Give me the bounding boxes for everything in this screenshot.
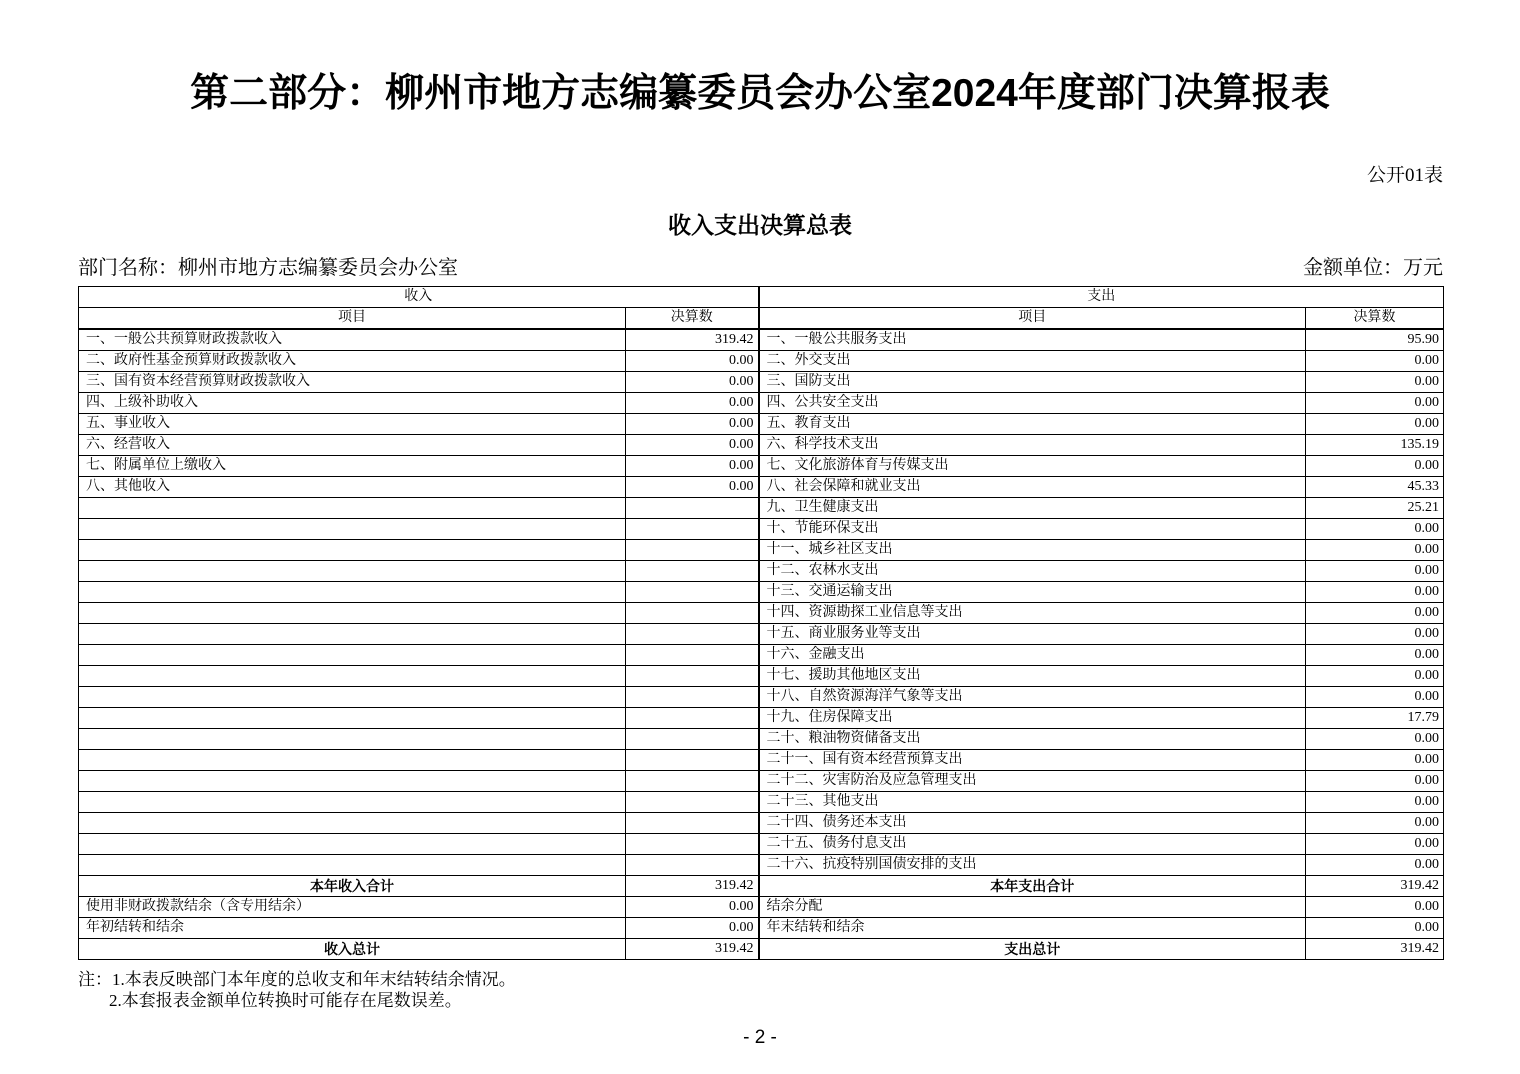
income-item-amount: 0.00 <box>626 456 759 477</box>
expense-summary-label: 支出总计 <box>759 939 1306 960</box>
income-summary-label: 年初结转和结余 <box>79 918 626 939</box>
income-item-label: 四、上级补助收入 <box>79 393 626 414</box>
expense-amount-column-header: 决算数 <box>1306 308 1444 330</box>
expense-item-label: 十四、资源勘探工业信息等支出 <box>759 603 1306 624</box>
income-summary-amount: 319.42 <box>626 939 759 960</box>
income-item-label <box>79 813 626 834</box>
table-row <box>79 687 1444 708</box>
expense-item-amount: 135.19 <box>1306 435 1444 456</box>
table-notes <box>78 969 516 1011</box>
expense-item-amount: 0.00 <box>1306 687 1444 708</box>
expense-item-amount: 0.00 <box>1306 561 1444 582</box>
income-item-amount <box>626 540 759 561</box>
table-row <box>79 329 1444 351</box>
expense-summary-amount: 0.00 <box>1306 918 1444 939</box>
expense-item-label: 二十五、债务付息支出 <box>759 834 1306 855</box>
table-row <box>79 729 1444 750</box>
expense-item-amount: 0.00 <box>1306 666 1444 687</box>
income-summary-label: 本年收入合计 <box>79 876 626 897</box>
income-item-label <box>79 561 626 582</box>
table-row <box>79 855 1444 876</box>
expense-item-label: 六、科学技术支出 <box>759 435 1306 456</box>
expense-section-header: 支出 <box>759 287 1444 308</box>
income-item-label: 六、经营收入 <box>79 435 626 456</box>
expense-item-label: 一、一般公共服务支出 <box>759 329 1306 351</box>
income-item-amount <box>626 729 759 750</box>
table-row <box>79 645 1444 666</box>
income-item-amount <box>626 561 759 582</box>
income-section-header: 收入 <box>79 287 759 308</box>
expense-item-amount: 0.00 <box>1306 456 1444 477</box>
department-name: 部门名称：柳州市地方志编纂委员会办公室 <box>78 257 458 279</box>
expense-item-label: 十九、住房保障支出 <box>759 708 1306 729</box>
income-item-amount: 0.00 <box>626 372 759 393</box>
table-row <box>79 708 1444 729</box>
expense-item-label: 二十二、灾害防治及应急管理支出 <box>759 771 1306 792</box>
expense-item-label: 二、外交支出 <box>759 351 1306 372</box>
income-summary-label: 使用非财政拨款结余（含专用结余） <box>79 897 626 918</box>
table-row <box>79 624 1444 645</box>
income-item-label: 八、其他收入 <box>79 477 626 498</box>
income-item-label <box>79 708 626 729</box>
expense-item-label: 二十、粮油物资储备支出 <box>759 729 1306 750</box>
expense-item-amount: 0.00 <box>1306 393 1444 414</box>
income-item-amount <box>626 855 759 876</box>
unit-label: 金额单位：万元 <box>1303 257 1443 279</box>
page-number: - 2 - <box>743 1027 777 1048</box>
income-item-amount <box>626 834 759 855</box>
section-header-row <box>79 287 1444 308</box>
table-row <box>79 498 1444 519</box>
income-item-amount: 0.00 <box>626 351 759 372</box>
expense-item-label: 十、节能环保支出 <box>759 519 1306 540</box>
income-summary-amount: 0.00 <box>626 897 759 918</box>
income-item-label <box>79 519 626 540</box>
income-item-amount <box>626 519 759 540</box>
income-item-amount: 0.00 <box>626 477 759 498</box>
income-item-amount <box>626 645 759 666</box>
expense-item-amount: 0.00 <box>1306 372 1444 393</box>
expense-item-column-header: 项目 <box>759 308 1306 330</box>
expense-item-label: 二十六、抗疫特别国债安排的支出 <box>759 855 1306 876</box>
table-row <box>79 519 1444 540</box>
expense-item-amount: 0.00 <box>1306 624 1444 645</box>
income-item-label: 七、附属单位上缴收入 <box>79 456 626 477</box>
expense-item-amount: 45.33 <box>1306 477 1444 498</box>
income-item-amount <box>626 771 759 792</box>
expense-item-amount: 0.00 <box>1306 855 1444 876</box>
expense-item-amount: 95.90 <box>1306 329 1444 351</box>
table-row <box>79 666 1444 687</box>
income-summary-amount: 319.42 <box>626 876 759 897</box>
note-line: 2.本套报表金额单位转换时可能存在尾数误差。 <box>109 991 462 1010</box>
expense-summary-amount: 319.42 <box>1306 876 1444 897</box>
table-row <box>79 540 1444 561</box>
table-row <box>79 456 1444 477</box>
expense-item-amount: 0.00 <box>1306 750 1444 771</box>
expense-item-amount: 0.00 <box>1306 729 1444 750</box>
expense-item-label: 二十三、其他支出 <box>759 792 1306 813</box>
expense-item-label: 十三、交通运输支出 <box>759 582 1306 603</box>
page-title: 第二部分：柳州市地方志编纂委员会办公室2024年度部门决算报表 <box>190 72 1330 115</box>
expense-item-amount: 17.79 <box>1306 708 1444 729</box>
income-summary-label: 收入总计 <box>79 939 626 960</box>
expense-summary-amount: 0.00 <box>1306 897 1444 918</box>
expense-item-amount: 0.00 <box>1306 519 1444 540</box>
income-item-label <box>79 750 626 771</box>
expense-item-amount: 0.00 <box>1306 645 1444 666</box>
income-item-label <box>79 792 626 813</box>
table-row <box>79 435 1444 456</box>
expense-item-amount: 0.00 <box>1306 792 1444 813</box>
expense-item-label: 十二、农林水支出 <box>759 561 1306 582</box>
table-row <box>79 477 1444 498</box>
income-item-label <box>79 729 626 750</box>
expense-summary-amount: 319.42 <box>1306 939 1444 960</box>
summary-row <box>79 897 1444 918</box>
summary-row <box>79 939 1444 960</box>
table-row <box>79 393 1444 414</box>
income-item-amount <box>626 498 759 519</box>
expense-item-label: 九、卫生健康支出 <box>759 498 1306 519</box>
income-item-amount <box>626 750 759 771</box>
expense-item-label: 五、教育支出 <box>759 414 1306 435</box>
income-item-label <box>79 603 626 624</box>
income-item-amount <box>626 582 759 603</box>
income-item-amount <box>626 813 759 834</box>
expense-item-amount: 0.00 <box>1306 813 1444 834</box>
table-row <box>79 771 1444 792</box>
income-item-label: 五、事业收入 <box>79 414 626 435</box>
table-row <box>79 582 1444 603</box>
income-item-amount: 0.00 <box>626 393 759 414</box>
income-item-label <box>79 834 626 855</box>
table-row <box>79 414 1444 435</box>
income-item-label <box>79 624 626 645</box>
table-row <box>79 813 1444 834</box>
income-item-amount <box>626 603 759 624</box>
expense-summary-label: 年末结转和结余 <box>759 918 1306 939</box>
income-item-label <box>79 645 626 666</box>
table-row <box>79 372 1444 393</box>
income-expense-summary-table <box>78 286 1444 960</box>
expense-item-amount: 0.00 <box>1306 414 1444 435</box>
table-row <box>79 834 1444 855</box>
table-row <box>79 603 1444 624</box>
expense-item-label: 十八、自然资源海洋气象等支出 <box>759 687 1306 708</box>
expense-item-label: 三、国防支出 <box>759 372 1306 393</box>
income-item-column-header: 项目 <box>79 308 626 330</box>
income-item-amount <box>626 792 759 813</box>
expense-item-amount: 0.00 <box>1306 540 1444 561</box>
expense-item-amount: 0.00 <box>1306 351 1444 372</box>
income-item-amount <box>626 708 759 729</box>
table-row <box>79 792 1444 813</box>
expense-item-label: 十五、商业服务业等支出 <box>759 624 1306 645</box>
expense-item-amount: 25.21 <box>1306 498 1444 519</box>
expense-item-label: 七、文化旅游体育与传媒支出 <box>759 456 1306 477</box>
income-item-label <box>79 666 626 687</box>
summary-row <box>79 876 1444 897</box>
expense-item-label: 八、社会保障和就业支出 <box>759 477 1306 498</box>
expense-summary-label: 本年支出合计 <box>759 876 1306 897</box>
income-amount-column-header: 决算数 <box>626 308 759 330</box>
table-meta-row <box>78 256 1443 280</box>
expense-item-amount: 0.00 <box>1306 834 1444 855</box>
expense-item-amount: 0.00 <box>1306 771 1444 792</box>
income-item-label <box>79 582 626 603</box>
expense-item-amount: 0.00 <box>1306 582 1444 603</box>
income-item-label: 二、政府性基金预算财政拨款收入 <box>79 351 626 372</box>
income-item-label <box>79 771 626 792</box>
income-item-label: 一、一般公共预算财政拨款收入 <box>79 329 626 351</box>
column-header-row <box>79 308 1444 330</box>
table-row <box>79 351 1444 372</box>
income-item-amount: 319.42 <box>626 329 759 351</box>
expense-item-label: 十一、城乡社区支出 <box>759 540 1306 561</box>
table-row <box>79 561 1444 582</box>
income-summary-amount: 0.00 <box>626 918 759 939</box>
income-item-label <box>79 855 626 876</box>
income-item-amount <box>626 687 759 708</box>
expense-item-label: 二十四、债务还本支出 <box>759 813 1306 834</box>
income-item-label <box>79 687 626 708</box>
note-line: 注：1.本表反映部门本年度的总收支和年末结转结余情况。 <box>78 970 516 989</box>
table-row <box>79 750 1444 771</box>
income-item-label <box>79 540 626 561</box>
income-item-amount: 0.00 <box>626 435 759 456</box>
table-title: 收入支出决算总表 <box>668 212 852 238</box>
expense-summary-label: 结余分配 <box>759 897 1306 918</box>
income-item-amount: 0.00 <box>626 414 759 435</box>
expense-item-label: 四、公共安全支出 <box>759 393 1306 414</box>
expense-item-label: 二十一、国有资本经营预算支出 <box>759 750 1306 771</box>
income-item-amount <box>626 666 759 687</box>
income-item-label <box>79 498 626 519</box>
form-code-label: 公开01表 <box>1366 165 1443 186</box>
expense-item-label: 十七、援助其他地区支出 <box>759 666 1306 687</box>
expense-item-amount: 0.00 <box>1306 603 1444 624</box>
expense-item-label: 十六、金融支出 <box>759 645 1306 666</box>
income-item-label: 三、国有资本经营预算财政拨款收入 <box>79 372 626 393</box>
income-item-amount <box>626 624 759 645</box>
summary-row <box>79 918 1444 939</box>
